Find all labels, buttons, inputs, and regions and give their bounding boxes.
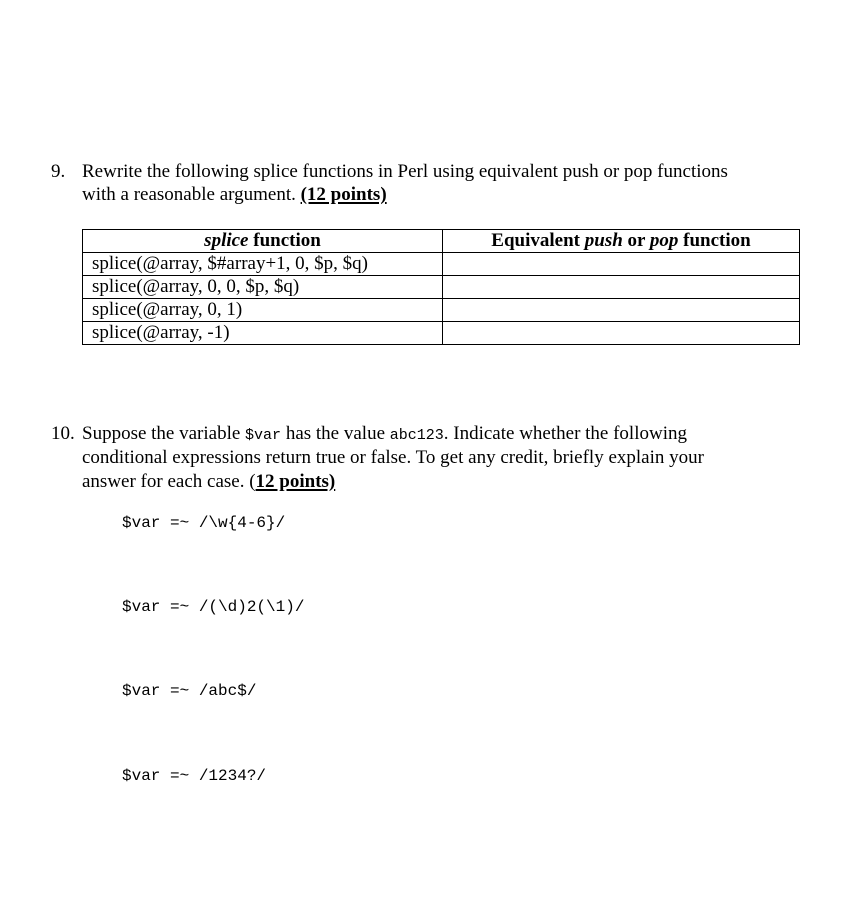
table-row: [83, 322, 800, 345]
header-equiv-rest: function: [678, 230, 751, 251]
regex-expression-4: $var =~ /1234?/: [122, 767, 267, 785]
question-9-line-2-text: with a reasonable argument.: [82, 184, 301, 205]
splice-cell: splice(@array, 0, 0, $p, $q): [83, 276, 443, 299]
splice-table-header: [83, 230, 800, 253]
table-row: [83, 253, 800, 276]
header-splice-em: splice: [204, 230, 249, 251]
header-pop-em: pop: [649, 230, 679, 251]
question-10-line-3: [82, 470, 335, 493]
splice-cell: splice(@array, 0, 1): [83, 299, 443, 322]
q10-text-a: Suppose the variable: [82, 423, 246, 444]
q10-value-code: abc123: [389, 427, 444, 444]
header-push-em: push: [584, 230, 623, 251]
header-equiv-1: Equivalent: [491, 230, 585, 251]
answer-cell[interactable]: [443, 322, 800, 345]
splice-cell: splice(@array, $#array+1, 0, $p, $q): [83, 253, 443, 276]
question-9-line-1: Rewrite the following splice functions in Perl using equivalent push or pop functions: [82, 161, 728, 182]
answer-cell[interactable]: [443, 253, 800, 276]
q10-var-code: $var: [245, 427, 282, 444]
regex-expression-2: $var =~ /(\d)2(\1)/: [122, 598, 305, 616]
question-10-line-1: [82, 422, 687, 447]
header-splice-rest: function: [248, 230, 321, 251]
answer-cell[interactable]: [443, 299, 800, 322]
answer-cell[interactable]: [443, 276, 800, 299]
question-10-number: 10.: [51, 423, 75, 444]
q10-text-b: has the value: [281, 423, 390, 444]
header-or: or: [622, 230, 650, 251]
splice-table: [82, 229, 800, 345]
question-9: [0, 160, 848, 210]
question-9-line-2: [82, 183, 387, 206]
q10-line-3-text: answer for each case. (: [82, 471, 256, 492]
regex-expression-1: $var =~ /\w{4-6}/: [122, 514, 286, 532]
splice-cell: splice(@array, -1): [83, 322, 443, 345]
question-10: [0, 422, 848, 494]
header-splice-function: [83, 230, 443, 253]
question-9-number: 9.: [51, 161, 66, 182]
q10-text-c: . Indicate whether the following: [443, 423, 687, 444]
question-10-line-2: conditional expressions return true or false. To get any credit, briefly explain your: [82, 447, 704, 468]
question-9-points: (12 points): [300, 184, 387, 205]
question-10-points: 12 points): [255, 471, 336, 492]
table-row: [83, 276, 800, 299]
header-equivalent-function: [443, 230, 800, 253]
regex-expression-3: $var =~ /abc$/: [122, 682, 257, 700]
table-row: [83, 299, 800, 322]
